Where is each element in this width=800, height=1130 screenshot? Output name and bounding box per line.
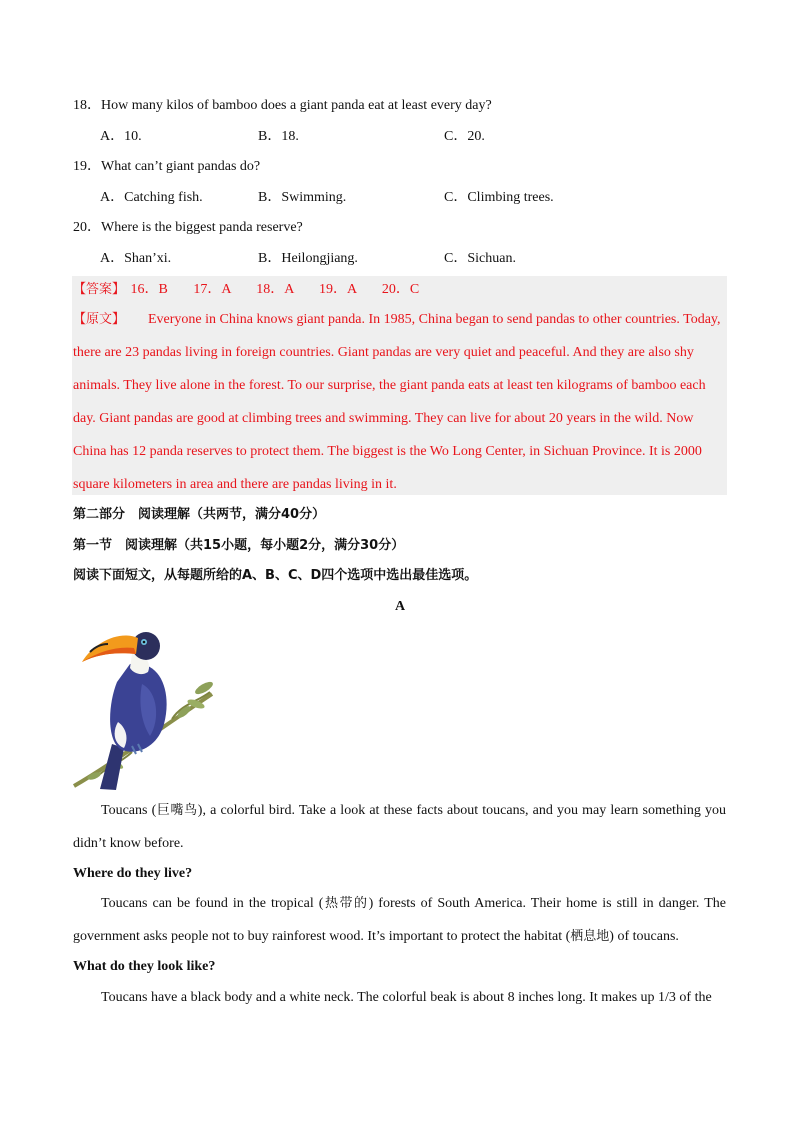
- original-line: square kilometers in area and there are pandas living in it.: [73, 477, 397, 492]
- intro-text: ), a colorful bird. Take a look at these facts about toucans, and you may learn something you didn’t know before.: [73, 803, 726, 851]
- question-19-stem: 19．What can’t giant pandas do?: [73, 159, 261, 174]
- answer-item: 16．B: [130, 282, 168, 297]
- part-heading: 第二部分 阅读理解（共两节，满分40分）: [73, 507, 326, 522]
- answer-item: 20．C: [381, 282, 420, 297]
- original-line: day. Giant pandas are good at climbing trees and swimming. They can live for about 20 years in the wild. Now: [73, 411, 694, 426]
- original-line: Everyone in China knows giant panda. In 1985, China began to send pandas to other countries. Today,: [148, 312, 721, 327]
- question-19-option-b: B．Swimming.: [258, 190, 347, 205]
- passage-paragraph-2: Toucans have a black body and a white neck. The colorful beak is about 8 inches long. It makes up 1/3 of the: [101, 990, 712, 1005]
- question-18-option-c: C．20.: [444, 129, 485, 144]
- toucan-illustration: [72, 624, 222, 794]
- answer-row: [73, 280, 419, 300]
- paragraph-text: ) forests of South America. Their home is still in danger. The government asks people not to buy rainforest wood. It’s important to protect the habitat (: [73, 896, 726, 944]
- passage-intro: [73, 794, 726, 860]
- original-label: 【原文】: [73, 312, 126, 327]
- question-19-option-a: A．Catching fish.: [100, 190, 203, 205]
- question-20-stem: 20．Where is the biggest panda reserve?: [73, 220, 303, 235]
- paragraph-gloss: 栖息地: [570, 929, 610, 944]
- passage-letter: A: [395, 599, 406, 614]
- paragraph-text: ) of toucans.: [609, 929, 679, 944]
- question-18-option-a: A．10.: [100, 129, 142, 144]
- question-19-option-c: C．Climbing trees.: [444, 190, 554, 205]
- paragraph-text: Toucans can be found in the tropical (: [101, 896, 324, 911]
- intro-text: Toucans (: [101, 803, 157, 818]
- original-line: China has 12 panda reserves to protect them. The biggest is the Wo Long Center, in Sichuan Province. It is 2000: [73, 444, 702, 459]
- answer-item: 17．A: [193, 282, 231, 297]
- question-20-option-a: A．Shan’xi.: [100, 251, 172, 266]
- answer-label: 【答案】: [73, 282, 126, 297]
- original-line: animals. They live alone in the forest. To our surprise, the giant panda eats at least ten kilograms of bamboo each: [73, 378, 706, 393]
- heading-where-live: Where do they live?: [73, 866, 193, 881]
- intro-gloss: 巨嘴鸟: [156, 803, 198, 818]
- passage-paragraph-1: [73, 887, 726, 953]
- section-heading: 第一节 阅读理解（共15小题，每小题2分，满分30分）: [73, 538, 405, 553]
- question-20-option-b: B．Heilongjiang.: [258, 251, 358, 266]
- question-20-option-c: C．Sichuan.: [444, 251, 516, 266]
- answer-item: 19．A: [319, 282, 357, 297]
- question-18-stem: 18．How many kilos of bamboo does a giant panda eat at least every day?: [73, 98, 492, 113]
- original-line: there are 23 pandas living in foreign countries. Giant pandas are very quiet and peaceful. And they are also shy: [73, 345, 694, 360]
- instruction-text: 阅读下面短文，从每题所给的A、B、C、D四个选项中选出最佳选项。: [73, 568, 478, 583]
- heading-look-like: What do they look like?: [73, 959, 216, 974]
- answer-item: 18．A: [256, 282, 294, 297]
- paragraph-gloss: 热带的: [323, 896, 369, 911]
- question-18-option-b: B．18.: [258, 129, 299, 144]
